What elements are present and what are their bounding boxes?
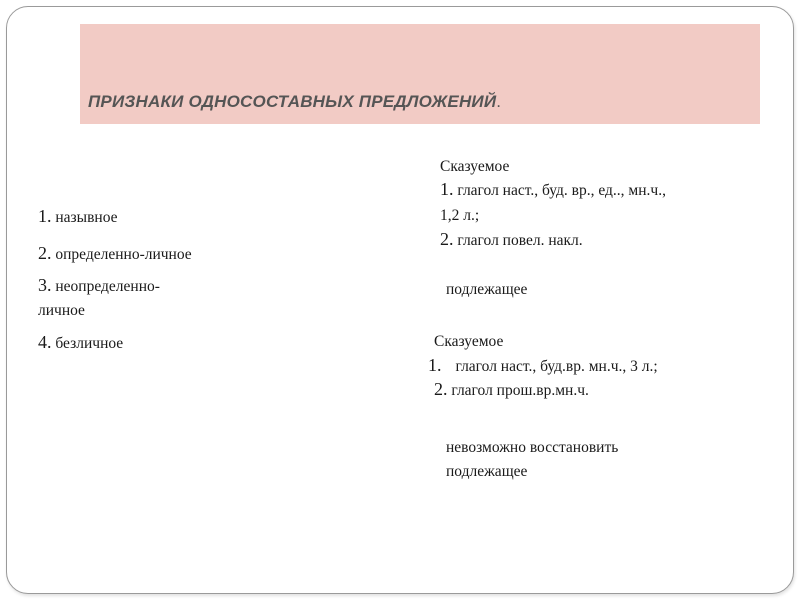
- block2-line1: 1. глагол наст., буд.вр. мн.ч., 3 л.;: [428, 355, 658, 375]
- block2-line2: 2. глагол прош.вр.мн.ч.: [434, 379, 589, 399]
- type-impersonal: 4. безличное: [38, 332, 124, 352]
- type-definite-personal: 2. определенно-личное: [38, 243, 192, 263]
- block2-heading: Сказуемое: [434, 333, 504, 350]
- block1-subject: подлежащее: [446, 281, 528, 298]
- type-nominative: 1. назывное: [38, 206, 118, 226]
- block1-heading: Сказуемое: [440, 158, 510, 175]
- block1-line1: 1. глагол наст., буд. вр., ед.., мн.ч.,: [440, 179, 666, 199]
- type-indefinite-personal-cont: личное: [38, 302, 85, 319]
- type-indefinite-personal: 3. неопределенно-: [38, 275, 160, 295]
- block1-line3: 2. глагол повел. накл.: [440, 229, 583, 249]
- block2-note-line1: невозможно восстановить: [446, 439, 619, 456]
- block1-line2: 1,2 л.;: [440, 207, 480, 224]
- block2-note-line2: подлежащее: [446, 463, 528, 480]
- slide-title: ПРИЗНАКИ ОДНОСОСТАВНЫХ ПРЕДЛОЖЕНИЙ.: [88, 92, 502, 111]
